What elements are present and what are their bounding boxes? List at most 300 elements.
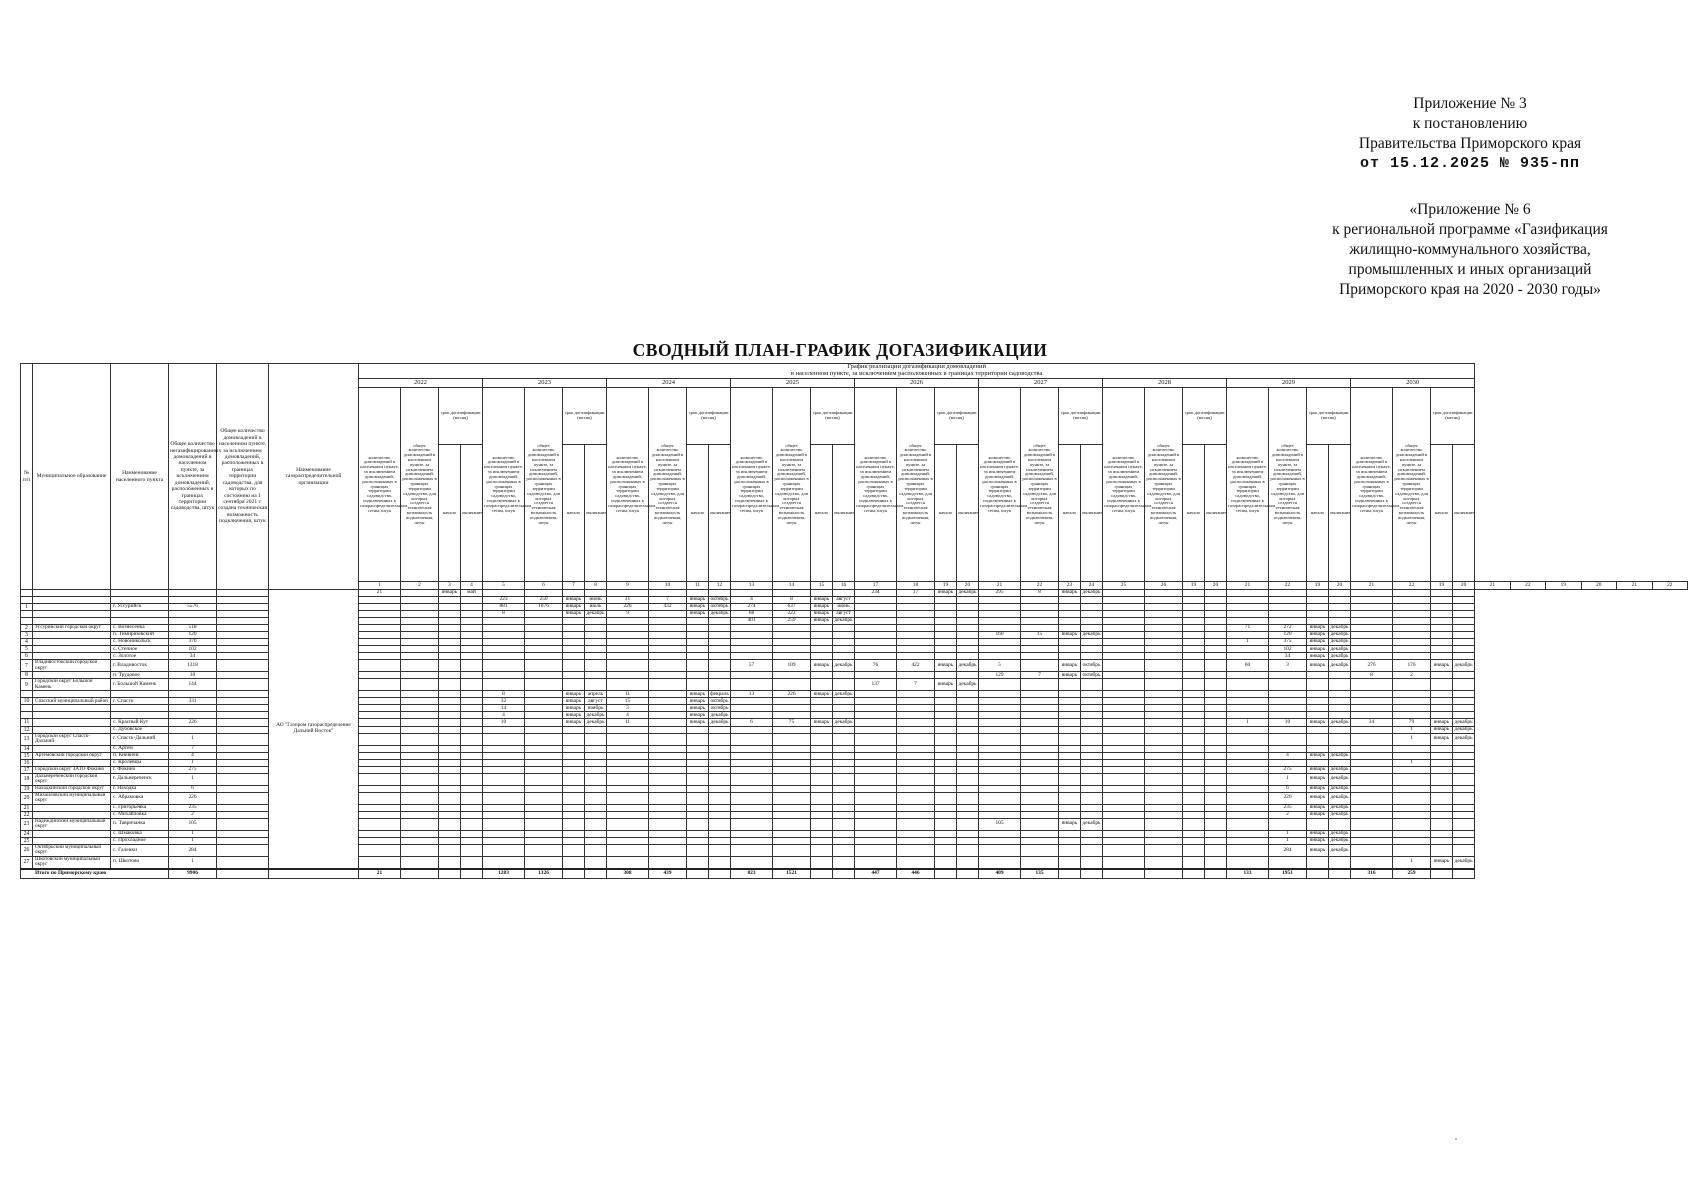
schedule-cell — [607, 785, 649, 792]
schedule-cell — [525, 785, 563, 792]
schedule-cell: 222 — [773, 611, 811, 618]
row-number: 26 — [21, 844, 33, 856]
schedule-cell — [935, 712, 957, 719]
header-connected-count: количество домовладений в населенном пункте, за исключением домовладений, расположенных в границах территории садоводства, подключенных к газораспределительным сетям, штук — [1103, 388, 1145, 582]
schedule-cell — [401, 632, 439, 639]
schedule-cell — [1351, 604, 1393, 611]
schedule-cell — [461, 653, 483, 660]
schedule-cell — [855, 726, 897, 733]
schedule-cell — [585, 811, 607, 818]
schedule-cell — [811, 837, 833, 844]
schedule-cell — [483, 818, 525, 830]
schedule-cell — [935, 639, 957, 646]
schedule-cell — [811, 818, 833, 830]
schedule-cell — [607, 811, 649, 818]
schedule-cell — [897, 712, 935, 719]
column-number: 4 — [461, 582, 483, 590]
municipality-cell: Уссурийский городской округ — [33, 625, 111, 632]
schedule-cell — [855, 818, 897, 830]
schedule-cell — [1081, 766, 1103, 773]
schedule-cell — [1393, 705, 1431, 712]
tech-capability-cell — [217, 785, 269, 792]
schedule-cell — [1145, 698, 1183, 705]
ungasified-count-cell: 5576 — [169, 604, 217, 611]
schedule-cell — [585, 856, 607, 868]
schedule-cell — [935, 705, 957, 712]
schedule-cell: январь — [1431, 856, 1453, 868]
schedule-cell — [1021, 745, 1059, 752]
schedule-cell — [855, 611, 897, 618]
tech-capability-cell — [217, 653, 269, 660]
schedule-cell — [1269, 590, 1307, 597]
schedule-cell — [1227, 733, 1269, 745]
schedule-cell — [811, 726, 833, 733]
header-start: начало — [1431, 445, 1453, 582]
schedule-cell — [401, 705, 439, 712]
row-number: 24 — [21, 830, 33, 837]
schedule-cell — [1269, 712, 1307, 719]
column-number: 5 — [483, 582, 525, 590]
schedule-cell: 4 — [731, 597, 773, 604]
schedule-cell: декабрь — [1329, 646, 1351, 653]
schedule-cell — [401, 752, 439, 759]
schedule-cell — [855, 766, 897, 773]
schedule-cell — [525, 712, 563, 719]
schedule-cell — [687, 726, 709, 733]
row-number — [21, 705, 33, 712]
column-number: 21 — [1617, 582, 1652, 590]
schedule-cell — [359, 785, 401, 792]
column-number: 23 — [1059, 582, 1081, 590]
schedule-cell: январь — [1307, 752, 1329, 759]
schedule-cell — [585, 785, 607, 792]
schedule-cell — [773, 625, 811, 632]
settlement-cell: с. Красный Кут — [111, 719, 169, 726]
schedule-cell — [811, 712, 833, 719]
schedule-cell — [483, 837, 525, 844]
schedule-cell — [773, 759, 811, 766]
schedule-cell — [525, 745, 563, 752]
schedule-cell — [855, 672, 897, 679]
schedule-cell — [1183, 604, 1205, 611]
schedule-cell — [1081, 712, 1103, 719]
schedule-cell — [649, 792, 687, 804]
schedule-cell — [833, 818, 855, 830]
tech-capability-cell — [217, 705, 269, 712]
schedule-cell — [525, 726, 563, 733]
column-number: 22 — [1021, 582, 1059, 590]
schedule-cell — [1431, 705, 1453, 712]
schedule-cell — [935, 653, 957, 660]
schedule-cell — [897, 597, 935, 604]
schedule-cell — [525, 679, 563, 691]
schedule-cell — [649, 611, 687, 618]
schedule-cell — [439, 660, 461, 672]
schedule-cell — [1329, 726, 1351, 733]
schedule-cell — [1307, 698, 1329, 705]
schedule-cell — [1307, 712, 1329, 719]
tech-capability-cell — [217, 679, 269, 691]
schedule-cell — [1059, 766, 1081, 773]
schedule-cell — [1059, 785, 1081, 792]
schedule-cell — [935, 733, 957, 745]
header-year: 2027 — [979, 379, 1103, 388]
schedule-cell — [1081, 691, 1103, 698]
tech-capability-cell — [217, 804, 269, 811]
schedule-cell — [1393, 785, 1431, 792]
schedule-cell — [359, 856, 401, 868]
schedule-cell — [1431, 811, 1453, 818]
schedule-cell: 1 — [1227, 639, 1269, 646]
schedule-cell — [1021, 653, 1059, 660]
schedule-cell — [935, 672, 957, 679]
schedule-cell — [461, 705, 483, 712]
tech-capability-cell — [217, 752, 269, 759]
schedule-cell — [1183, 611, 1205, 618]
schedule-cell — [1431, 679, 1453, 691]
schedule-table — [20, 363, 1688, 879]
schedule-cell — [461, 792, 483, 804]
schedule-cell — [1351, 830, 1393, 837]
row-number: 16 — [21, 759, 33, 766]
schedule-cell: 60 — [1227, 660, 1269, 672]
schedule-cell — [1059, 679, 1081, 691]
schedule-cell: 15 — [607, 698, 649, 705]
schedule-cell — [687, 792, 709, 804]
schedule-cell: январь — [1307, 766, 1329, 773]
schedule-cell — [709, 625, 731, 632]
header-end: окончание — [957, 445, 979, 582]
schedule-cell: 1 — [1393, 759, 1431, 766]
header-schedule-group — [359, 364, 1475, 379]
total-cell: 1326 — [525, 869, 563, 879]
header-end: окончание — [1453, 445, 1475, 582]
column-number: 25 — [1103, 582, 1145, 590]
schedule-cell — [525, 804, 563, 811]
header-year: 2028 — [1103, 379, 1227, 388]
ungasified-count-cell: 331 — [169, 698, 217, 705]
header-year: 2022 — [359, 379, 483, 388]
column-number: 20 — [1329, 582, 1351, 590]
header-capability-count: общее количество домовладений в населенном пункте, за исключением домовладений, расположенных в границах территории садоводства, для которых создается техническая возможность подключения, штук — [773, 388, 811, 582]
schedule-cell — [1351, 705, 1393, 712]
schedule-cell: январь — [687, 604, 709, 611]
schedule-cell — [525, 653, 563, 660]
schedule-cell — [1329, 590, 1351, 597]
schedule-cell — [525, 632, 563, 639]
schedule-cell — [1431, 698, 1453, 705]
schedule-cell — [483, 745, 525, 752]
schedule-cell: 120 — [1269, 632, 1307, 639]
row-number: 13 — [21, 733, 33, 745]
column-number: 24 — [1081, 582, 1103, 590]
schedule-cell: декабрь — [1329, 653, 1351, 660]
schedule-cell — [1453, 679, 1475, 691]
schedule-cell — [1351, 733, 1393, 745]
total-cell — [1059, 869, 1081, 879]
settlement-cell — [111, 691, 169, 698]
municipality-cell — [33, 590, 111, 597]
municipality-cell: Михайловский муниципальный округ — [33, 792, 111, 804]
schedule-cell — [1081, 653, 1103, 660]
schedule-cell — [359, 698, 401, 705]
schedule-cell — [585, 639, 607, 646]
schedule-cell — [525, 773, 563, 785]
schedule-cell: 15 — [1021, 632, 1059, 639]
schedule-cell — [439, 604, 461, 611]
settlement-cell: г. Спасск-Дальний — [111, 733, 169, 745]
row-number — [21, 597, 33, 604]
schedule-cell — [1103, 785, 1145, 792]
schedule-cell — [1059, 639, 1081, 646]
schedule-cell — [811, 844, 833, 856]
schedule-cell — [649, 759, 687, 766]
schedule-cell — [359, 759, 401, 766]
row-number — [21, 590, 33, 597]
column-number: 20 — [1581, 582, 1616, 590]
schedule-cell — [1021, 679, 1059, 691]
schedule-cell — [1021, 818, 1059, 830]
schedule-cell: январь — [563, 604, 585, 611]
schedule-cell — [1145, 590, 1183, 597]
schedule-cell: декабрь — [957, 660, 979, 672]
schedule-cell — [607, 660, 649, 672]
schedule-cell — [649, 726, 687, 733]
schedule-cell — [1021, 618, 1059, 625]
schedule-cell — [773, 811, 811, 818]
schedule-cell — [1227, 691, 1269, 698]
schedule-cell — [773, 745, 811, 752]
total-row — [21, 869, 1688, 879]
schedule-cell — [811, 830, 833, 837]
schedule-cell — [935, 604, 957, 611]
schedule-cell — [1081, 604, 1103, 611]
schedule-cell — [957, 804, 979, 811]
schedule-cell: декабрь — [1081, 818, 1103, 830]
schedule-cell — [439, 719, 461, 726]
schedule-cell — [935, 792, 957, 804]
schedule-cell: декабрь — [709, 611, 731, 618]
row-number: 23 — [21, 818, 33, 830]
schedule-cell — [811, 639, 833, 646]
schedule-cell — [607, 646, 649, 653]
schedule-cell — [649, 752, 687, 759]
schedule-cell — [897, 719, 935, 726]
schedule-cell — [461, 844, 483, 856]
municipality-cell — [33, 639, 111, 646]
schedule-cell — [1205, 639, 1227, 646]
schedule-cell — [1103, 646, 1145, 653]
schedule-cell — [1205, 597, 1227, 604]
schedule-cell — [1021, 691, 1059, 698]
schedule-cell — [687, 766, 709, 773]
schedule-cell: октябрь — [709, 597, 731, 604]
column-number: 9 — [607, 582, 649, 590]
schedule-cell — [1081, 752, 1103, 759]
schedule-cell — [1351, 773, 1393, 785]
schedule-cell — [1183, 785, 1205, 792]
schedule-cell: январь — [1059, 632, 1081, 639]
schedule-cell — [957, 759, 979, 766]
schedule-cell — [979, 719, 1021, 726]
schedule-cell: декабрь — [1329, 766, 1351, 773]
schedule-cell — [1227, 604, 1269, 611]
schedule-cell — [1453, 604, 1475, 611]
total-cell — [1183, 869, 1205, 879]
schedule-cell: 226 — [1269, 792, 1307, 804]
gas-org-cell: АО "Газпром газораспределение Дальний Восток" — [269, 590, 359, 869]
schedule-cell — [585, 745, 607, 752]
schedule-cell — [935, 625, 957, 632]
schedule-cell — [401, 811, 439, 818]
schedule-cell — [1145, 611, 1183, 618]
schedule-cell — [1183, 733, 1205, 745]
header-connected-count: количество домовладений в населенном пункте, за исключением домовладений, расположенных в границах территории садоводства, подключенных к газораспределительным сетям, штук — [483, 388, 525, 582]
schedule-cell — [833, 830, 855, 837]
schedule-cell — [1205, 604, 1227, 611]
schedule-cell — [935, 785, 957, 792]
schedule-cell — [439, 811, 461, 818]
schedule-cell — [1329, 672, 1351, 679]
schedule-cell — [401, 733, 439, 745]
header-term: срок догазификации (месяц) — [563, 388, 607, 445]
schedule-cell: декабрь — [1453, 733, 1475, 745]
schedule-group-subtitle: в населенном пункте, за исключением расположенных в границах территории садоводства — [790, 370, 1043, 377]
schedule-cell — [897, 792, 935, 804]
header-capability-count: общее количество домовладений в населенном пункте, за исключением домовладений, расположенных в границах территории садоводства, для которых создается техническая возможность подключения, штук — [897, 388, 935, 582]
municipality-cell — [33, 691, 111, 698]
schedule-cell: 432 — [649, 604, 687, 611]
schedule-cell — [1269, 698, 1307, 705]
municipality-cell — [33, 632, 111, 639]
schedule-cell — [1431, 712, 1453, 719]
column-number: 10 — [649, 582, 687, 590]
schedule-cell — [1059, 691, 1081, 698]
schedule-cell — [855, 653, 897, 660]
schedule-cell — [731, 752, 773, 759]
schedule-cell — [1103, 726, 1145, 733]
schedule-cell — [483, 632, 525, 639]
column-number: 20 — [1453, 582, 1475, 590]
total-label: Итого по Приморскому краю — [21, 869, 169, 879]
schedule-cell — [359, 733, 401, 745]
settlement-cell: с. Михайловка — [111, 811, 169, 818]
schedule-cell — [401, 785, 439, 792]
schedule-cell — [1205, 745, 1227, 752]
schedule-cell — [607, 752, 649, 759]
schedule-cell — [1103, 597, 1145, 604]
schedule-cell — [1351, 712, 1393, 719]
schedule-cell — [1453, 712, 1475, 719]
schedule-cell — [439, 705, 461, 712]
schedule-cell — [461, 660, 483, 672]
schedule-cell — [1059, 705, 1081, 712]
schedule-cell — [359, 639, 401, 646]
schedule-cell — [811, 759, 833, 766]
schedule-cell — [483, 792, 525, 804]
schedule-cell: декабрь — [1329, 752, 1351, 759]
header-start: начало — [1183, 445, 1205, 582]
schedule-cell — [607, 759, 649, 766]
column-number: 21 — [1475, 582, 1510, 590]
schedule-cell: октябрь — [1081, 672, 1103, 679]
schedule-cell — [709, 672, 731, 679]
schedule-cell — [585, 733, 607, 745]
schedule-cell — [811, 672, 833, 679]
schedule-cell — [1351, 804, 1393, 811]
schedule-cell — [1021, 646, 1059, 653]
schedule-cell — [897, 745, 935, 752]
ungasified-count-cell: 1 — [169, 856, 217, 868]
schedule-cell — [1453, 597, 1475, 604]
schedule-cell — [1081, 830, 1103, 837]
schedule-cell — [957, 830, 979, 837]
tech-capability-cell — [217, 611, 269, 618]
schedule-cell — [1205, 618, 1227, 625]
total-cell — [563, 869, 585, 879]
schedule-cell — [979, 618, 1021, 625]
schedule-cell: январь — [563, 712, 585, 719]
schedule-cell — [607, 745, 649, 752]
total-cell — [1205, 869, 1227, 879]
tech-capability-cell — [217, 639, 269, 646]
schedule-cell — [525, 844, 563, 856]
schedule-cell — [1021, 785, 1059, 792]
schedule-cell: 10 — [483, 719, 525, 726]
schedule-cell: декабрь — [833, 719, 855, 726]
schedule-cell — [585, 844, 607, 856]
row-number: 18 — [21, 773, 33, 785]
schedule-cell — [731, 804, 773, 811]
schedule-cell — [401, 646, 439, 653]
total-cell: 446 — [897, 869, 935, 879]
schedule-cell: 5 — [979, 660, 1021, 672]
schedule-cell — [709, 856, 731, 868]
schedule-cell — [1431, 844, 1453, 856]
schedule-cell — [1081, 837, 1103, 844]
schedule-cell — [957, 646, 979, 653]
schedule-cell — [1183, 705, 1205, 712]
schedule-cell — [855, 733, 897, 745]
schedule-cell — [461, 691, 483, 698]
schedule-cell: декабрь — [1329, 625, 1351, 632]
schedule-cell — [1103, 752, 1145, 759]
schedule-cell: 4 — [483, 712, 525, 719]
ungasified-count-cell: 1 — [169, 830, 217, 837]
schedule-cell — [1453, 818, 1475, 830]
schedule-cell — [855, 811, 897, 818]
header-term: срок догазификации (месяц) — [1059, 388, 1103, 445]
schedule-cell — [1183, 811, 1205, 818]
schedule-cell — [687, 804, 709, 811]
schedule-cell — [1059, 837, 1081, 844]
schedule-cell: январь — [687, 597, 709, 604]
schedule-cell: 295 — [979, 590, 1021, 597]
schedule-cell — [731, 625, 773, 632]
table-row — [21, 590, 1688, 597]
schedule-cell — [1307, 597, 1329, 604]
schedule-cell — [439, 632, 461, 639]
annex-line: Приморского края на 2020 - 2030 годы» — [1339, 281, 1601, 298]
schedule-cell — [525, 759, 563, 766]
municipality-cell: Городской округ Спасск-Дальний — [33, 733, 111, 745]
schedule-cell: август — [833, 611, 855, 618]
schedule-cell — [1205, 719, 1227, 726]
schedule-cell — [1081, 705, 1103, 712]
total-cell: 133 — [1227, 869, 1269, 879]
total-cell — [1307, 869, 1329, 879]
schedule-cell — [563, 726, 585, 733]
